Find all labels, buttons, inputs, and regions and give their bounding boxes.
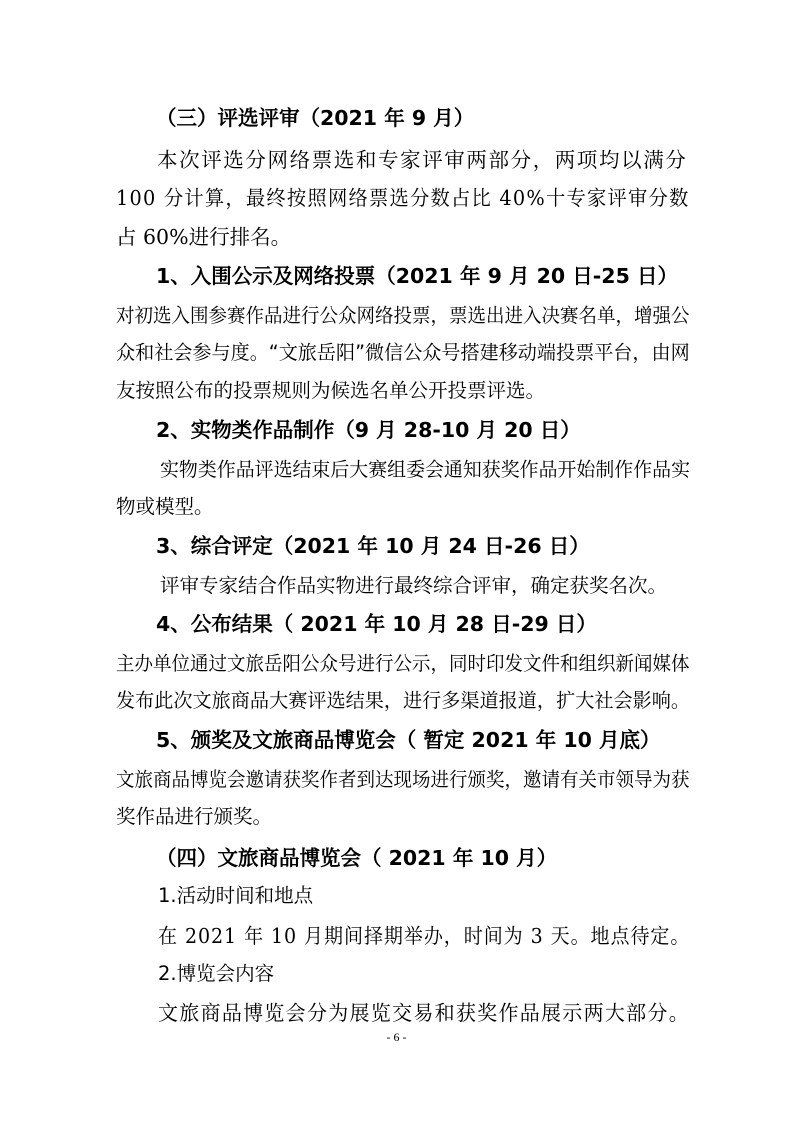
paragraph-line: 评审专家结合作品实物进行最终综合评审，确定获奖名次。 [160, 574, 668, 597]
subsection-heading-expo-content: 2.博览会内容 [158, 962, 275, 985]
section-heading-evaluation: （三）评选评审（2021 年 9 月） [156, 106, 475, 130]
subsection-heading-time-place: 1.活动时间和地点 [158, 884, 314, 907]
page-number: - 6 - [386, 1030, 407, 1044]
paragraph-line: 文旅商品博览会分为展览交易和获奖作品展示两大部分。 [158, 1001, 690, 1025]
paragraph-line: 对初选入围参赛作品进行公众网络投票，票选出进入决赛名单，增强公 [116, 304, 690, 327]
paragraph-line: 物或模型。 [116, 495, 214, 518]
subsection-heading-results: 4、公布结果（ 2021 年 10 月 28 日-29 日） [156, 612, 597, 636]
paragraph-line: 众和社会参与度。“文旅岳阳”微信公众号搭建移动端投票平台，由网 [116, 341, 690, 364]
paragraph-line: 主办单位通过文旅岳阳公众号进行公示，同时印发文件和组织新闻媒体 [116, 652, 690, 675]
subsection-heading-assessment: 3、综合评定（2021 年 10 月 24 日-26 日） [156, 534, 590, 558]
subsection-heading-production: 2、实物类作品制作（9 月 28-10 月 20 日） [156, 418, 581, 442]
paragraph-line: 友按照公布的投票规则为候选名单公开投票评选。 [116, 379, 546, 402]
paragraph-line: 发布此次文旅商品大赛评选结果，进行多渠道报道，扩大社会影响。 [116, 689, 691, 712]
paragraph-line: 奖作品进行颁奖。 [116, 805, 273, 828]
paragraph-line: 实物类作品评选结束后大赛组委会通知获奖作品开始制作作品实 [160, 458, 691, 481]
section-heading-expo: （四）文旅商品博览会（ 2021 年 10 月） [156, 846, 558, 870]
paragraph-line: 占 60%进行排名。 [116, 225, 292, 249]
paragraph-line: 文旅商品博览会邀请获奖作者到达现场进行颁奖，邀请有关市领导为获 [116, 768, 690, 791]
paragraph-line: 本次评选分网络票选和专家评审两部分，两项均以满分 [157, 148, 688, 172]
subsection-heading-awards: 5、颁奖及文旅商品博览会（ 暂定 2021 年 10 月底） [156, 728, 661, 752]
paragraph-line: 100 分计算，最终按照网络票选分数占比 40%十专家评审分数 [116, 186, 690, 210]
subsection-heading-voting: 1、入围公示及网络投票（2021 年 9 月 20 日-25 日） [156, 264, 678, 288]
paragraph-line: 在 2021 年 10 月期间择期举办，时间为 3 天。地点待定。 [158, 924, 691, 948]
